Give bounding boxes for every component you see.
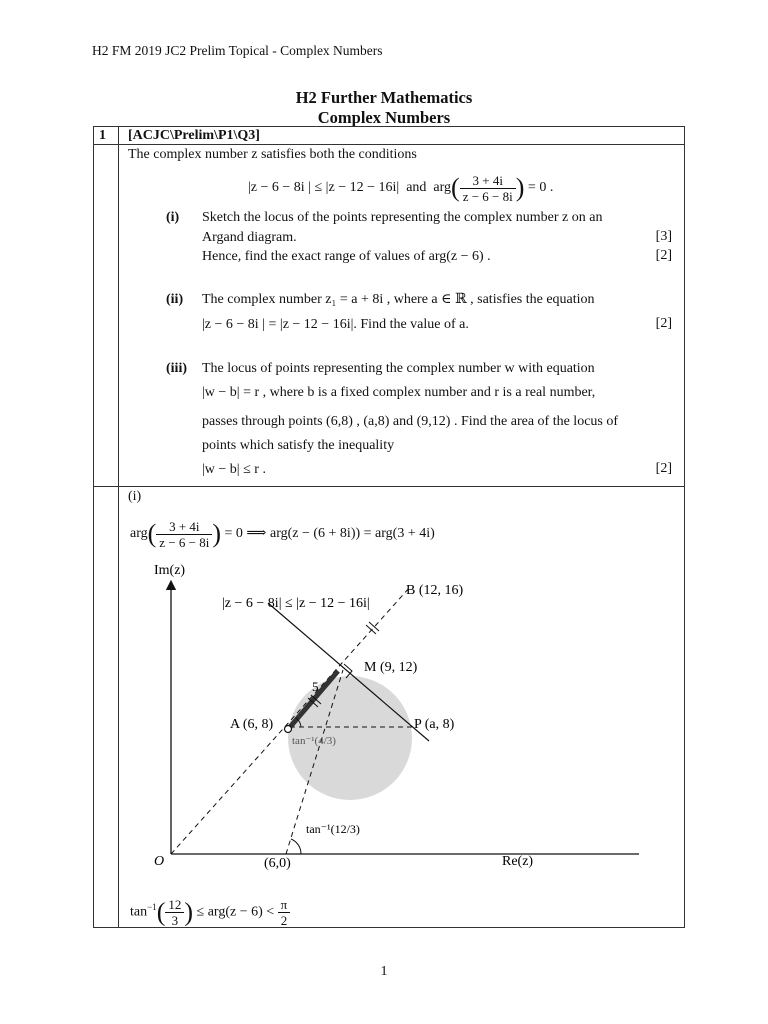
- part-marks: [3]: [655, 229, 672, 244]
- solution-answer: $\tan^{-1}$( $\frac{12}{3}$ ) ≤ arg(z − 6) < $\frac{\pi}{2}$: [130, 889, 290, 925]
- bisector-label: |z − 6 − 8i| ≤ |z − 12 − 16i|: [222, 596, 370, 611]
- condition-fraction: $\frac{3 + 4i}{z - 6 - 8i}$: [460, 173, 516, 204]
- part-text: Argand diagram.: [202, 230, 297, 245]
- part-text: |z − 6 − 8i | = |z − 12 − 16i|. Find the value of a.: [202, 317, 469, 332]
- part-text: |w − b| = r , where b is a fixed complex number and r is a real number,: [202, 385, 596, 400]
- solution-label: (i): [128, 489, 142, 504]
- angle-a-label: tan⁻¹(4/3): [292, 735, 336, 747]
- point-a-marker: [285, 726, 292, 733]
- page-subtitle: Complex Numbers: [317, 108, 451, 127]
- im-axis-label: Im(z): [154, 563, 186, 578]
- condition-modulus: |z − 6 − 8i | ≤ |z − 12 − 16i|: [248, 180, 400, 196]
- part-text: passes through points (6,8) , (a,8) and (9,12) . Find the area of the locus of: [202, 414, 619, 429]
- page-number: 1: [380, 964, 388, 979]
- point-m-label: M (9, 12): [364, 660, 418, 675]
- part-label: (iii): [166, 361, 187, 376]
- part-label: (i): [166, 210, 180, 225]
- angle-60-label: tan⁻¹(12/3): [306, 822, 360, 836]
- question-intro: The complex number z satisfies both the conditions: [128, 147, 417, 162]
- part-marks: [2]: [655, 461, 672, 476]
- part-text: Hence, find the exact range of values of arg(z − 6) .: [202, 249, 491, 264]
- page-title: H2 Further Mathematics: [295, 88, 473, 107]
- question-table: [93, 126, 685, 928]
- question-number: 1: [99, 128, 106, 143]
- running-header: H2 FM 2019 JC2 Prelim Topical - Complex Numbers: [92, 43, 383, 58]
- part-text: |w − b| ≤ r .: [202, 462, 266, 477]
- re-axis-label: Re(z): [502, 854, 534, 869]
- solution-equation: arg( $\frac{3 + 4i}{z - 6 - 8i}$ ) = 0 ⟹ arg(z − (6 + 8i)) = arg(3 + 4i): [130, 518, 435, 550]
- part-text: Sketch the locus of the points representing the complex number z on an: [202, 210, 603, 225]
- condition-equals: = 0 .: [527, 180, 554, 196]
- origin-label: O: [154, 854, 165, 869]
- point-a-label: A (6, 8): [230, 717, 274, 732]
- condition-and: and: [406, 180, 427, 196]
- question-source: [ACJC\Prelim\P1\Q3]: [128, 128, 260, 143]
- point-p-label: P (a, 8): [414, 717, 455, 732]
- part-text: The complex number z₁ = a + 8i , where a ∈ ℝ , satisfies the equation: [202, 292, 595, 307]
- part-label: (ii): [166, 292, 184, 307]
- part-text: The locus of points representing the complex number w with equation: [202, 361, 595, 376]
- part-text: points which satisfy the inequality: [202, 438, 395, 453]
- part-marks: [2]: [655, 248, 672, 263]
- point-60-label: (6,0): [264, 856, 291, 871]
- argand-diagram: [94, 127, 686, 929]
- length-label: 5: [312, 679, 319, 694]
- point-b-label: B (12, 16): [406, 583, 464, 598]
- part-marks: [2]: [655, 316, 672, 331]
- question-conditions: |z − 6 − 8i | ≤ |z − 12 − 16i| and arg( $\frac{3 + 4i}{z - 6 - 8i}$ ) = 0 .: [248, 172, 554, 204]
- condition-arg: arg: [433, 180, 452, 196]
